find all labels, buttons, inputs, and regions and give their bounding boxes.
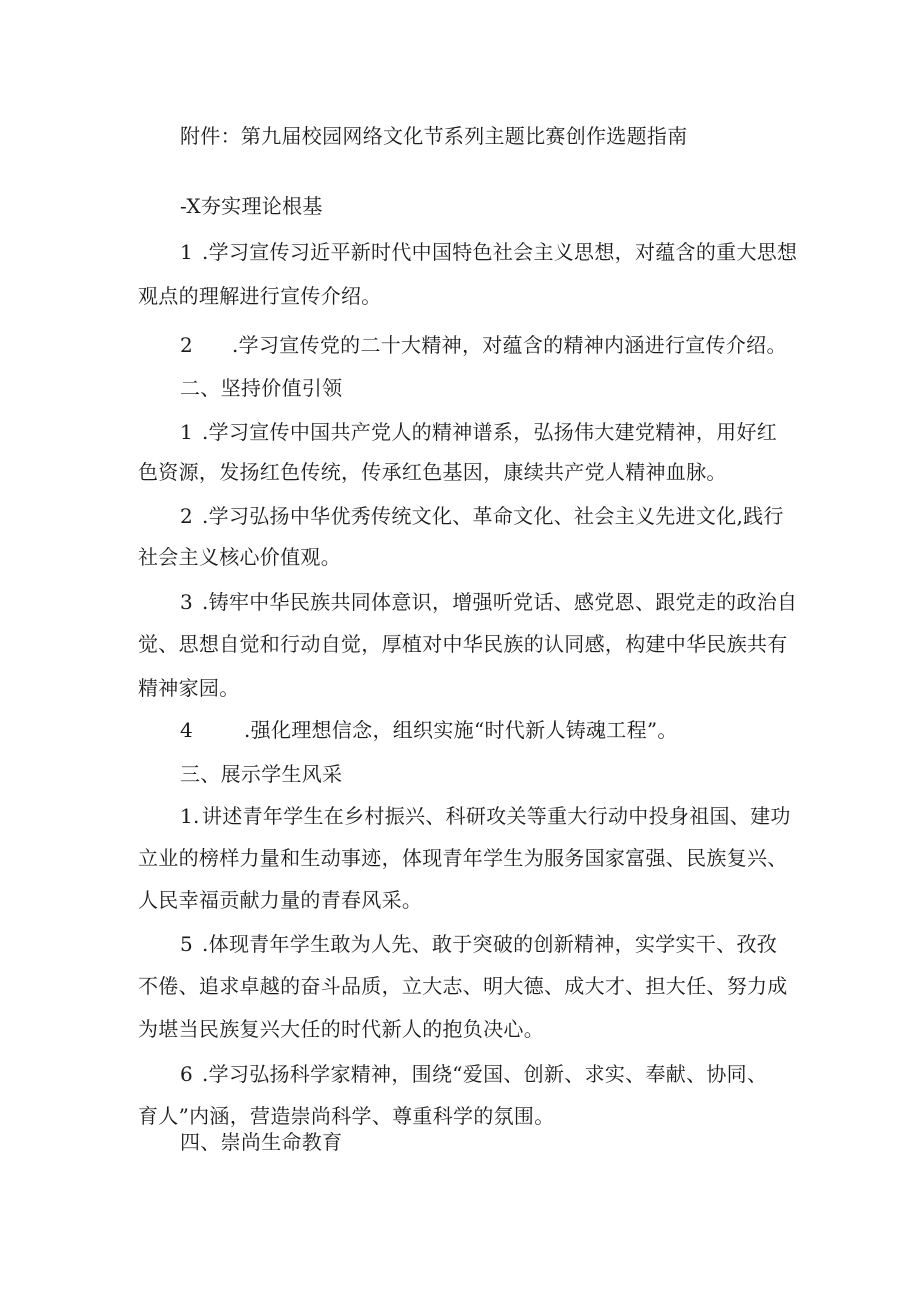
item-text: .学习宣传党的二十大精神，对蕴含的精神内涵进行宣传介绍。 <box>232 333 787 357</box>
item-text: 讲述青年学生在乡村振兴、科研攻关等重大行动中投身祖国、建功 <box>202 804 791 828</box>
item-number: 1 <box>180 420 194 444</box>
section-heading: 四、崇尚生命教育 <box>180 1130 343 1154</box>
list-item <box>180 718 678 742</box>
item-text-continued: 育人”内涵，营造崇尚科学、尊重科学的氛围。 <box>138 1104 555 1128</box>
item-text-continued: 觉、思想自觉和行动自觉，厚植对中华民族的认同感，构建中华民族共有 <box>138 632 788 656</box>
list-item <box>180 932 777 956</box>
item-text: .强化理想信念，组织实施“时代新人铸魂工程”。 <box>244 718 678 742</box>
item-text: .体现青年学生敢为人先、敢于突破的创新精神，实学实干、孜孜 <box>202 932 778 956</box>
item-number: 6 <box>180 1062 194 1086</box>
item-text-continued: 精神家园。 <box>138 676 240 700</box>
item-text: .学习宣传中国共产党人的精神谱系，弘扬伟大建党精神，用好红 <box>202 420 778 444</box>
list-item <box>180 1062 767 1086</box>
item-text-continued: 立业的榜样力量和生动事迹，体现青年学生为服务国家富强、民族复兴、 <box>138 846 788 870</box>
item-number: 1. <box>180 804 200 828</box>
item-text: .学习弘扬科学家精神，围绕“爱国、创新、求实、奉献、协同、 <box>202 1062 768 1086</box>
item-number: 5 <box>180 932 194 956</box>
section-heading: 二、坚持价值引领 <box>180 376 343 400</box>
item-text-continued: 色资源，发扬红色传统，传承红色基因，康续共产党人精神血脉。 <box>138 460 727 484</box>
item-text: .学习宣传习近平新时代中国特色社会主义思想，对蕴含的重大思想 <box>202 240 798 264</box>
list-item <box>180 420 777 444</box>
item-number: 2 <box>180 504 194 528</box>
list-item <box>180 333 787 357</box>
item-number: 1 <box>180 240 194 264</box>
item-number: 3 <box>180 590 194 614</box>
item-text-continued: 为堪当民族复兴大任的时代新人的抱负决心。 <box>138 1017 544 1041</box>
list-item <box>180 804 791 828</box>
item-text-continued: 人民幸福贡献力量的青春风采。 <box>138 888 423 912</box>
item-number: 2 <box>180 333 194 357</box>
list-item <box>180 590 797 614</box>
list-item <box>180 504 784 528</box>
section-heading: 三、展示学生风采 <box>180 762 343 786</box>
item-text-continued: 社会主义核心价值观。 <box>138 545 341 569</box>
list-item <box>180 240 797 264</box>
document-title: 附件：第九届校园网络文化节系列主题比赛创作选题指南 <box>180 124 688 148</box>
section-heading: -X夯实理论根基 <box>180 194 323 218</box>
item-text-continued: 不倦、追求卓越的奋斗品质，立大志、明大德、成大才、担大任、努力成 <box>138 974 788 998</box>
item-text: .学习弘扬中华优秀传统文化、革命文化、社会主义先进文化,践行 <box>202 504 784 528</box>
item-number: 4 <box>180 718 194 742</box>
item-text-continued: 观点的理解进行宣传介绍。 <box>138 284 382 308</box>
item-text: .铸牢中华民族共同体意识，增强听党话、感党恩、跟党走的政治自 <box>202 590 798 614</box>
